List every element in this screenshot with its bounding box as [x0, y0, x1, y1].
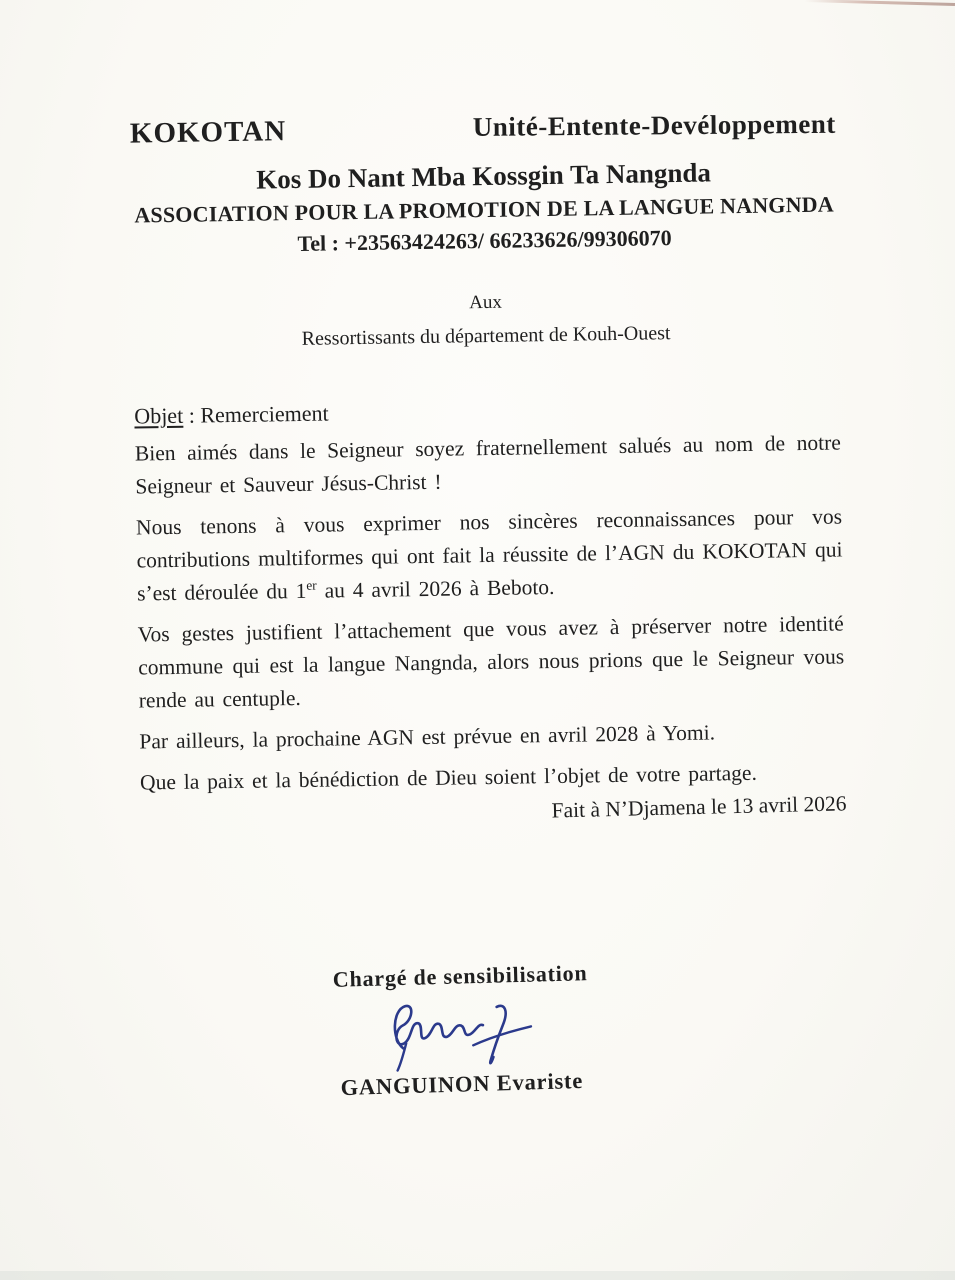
paragraph-identity: Vos gestes justifient l’attachement que vous avez à préserver notre identité commune qui est la langue Nangnda, alors nous prions que le Seigneur vous rende au centuple.	[137, 611, 845, 713]
paragraph-thanks-tail: au 4 avril 2026 à Beboto.	[316, 574, 555, 603]
paragraph-greeting: Bien aimés dans le Seigneur soyez fraternellement salués au nom de notre Seigneur et Sauveur Jésus-Christ !	[134, 430, 842, 499]
signature-title: Chargé de sensibilisation	[332, 960, 588, 992]
paragraph-thanks	[136, 500, 843, 610]
org-motto: Unité-Entente-Devéloppement	[472, 108, 836, 142]
signatory-name: GANGUINON Evariste	[340, 1067, 584, 1101]
signature-ink	[380, 992, 541, 1073]
signature-block	[295, 961, 627, 1100]
subject-line	[134, 392, 840, 429]
letterhead	[130, 106, 836, 150]
org-name-full: ASSOCIATION POUR LA PROMOTION DE LA LANGUE NANGNDA	[134, 191, 835, 228]
org-phone-line: Tel : +23563424263/ 66233626/99306070	[297, 225, 672, 256]
paragraph-thanks-text: Nous tenons à vous exprimer nos sincères reconnaissances pour vos contributions multiformes qui ont fait la réussite de l’AGN du KOKOTAN qui s’est déroulée du 1	[135, 504, 843, 606]
subject-value: Remerciement	[200, 400, 329, 428]
paragraph-blessing: Que la paix et la bénédiction de Dieu soient l’objet de votre partage.	[139, 760, 758, 795]
subject-label: Objet	[134, 402, 184, 429]
org-name-local: Kos Do Nant Mba Kossgin Ta Nangnda	[256, 157, 712, 195]
paragraph-next-agn: Par ailleurs, la prochaine AGN est prévue en avril 2028 à Yomi.	[139, 720, 716, 754]
ordinal-superscript: er	[306, 577, 317, 593]
recipient-value: Ressortissants du département de Kouh-Ouest	[301, 322, 671, 350]
org-acronym: KOKOTAN	[129, 115, 287, 150]
recipient-label: Aux	[469, 291, 503, 314]
dateline: Fait à N’Djamena le 13 avril 2026	[551, 791, 847, 823]
letter-content	[130, 106, 851, 1102]
scan-artifact-bottom-band	[0, 1271, 955, 1280]
scan-artifact-top-edge	[805, 0, 955, 6]
signature-stroke-main	[395, 1005, 484, 1049]
subject-separator: :	[183, 402, 201, 428]
